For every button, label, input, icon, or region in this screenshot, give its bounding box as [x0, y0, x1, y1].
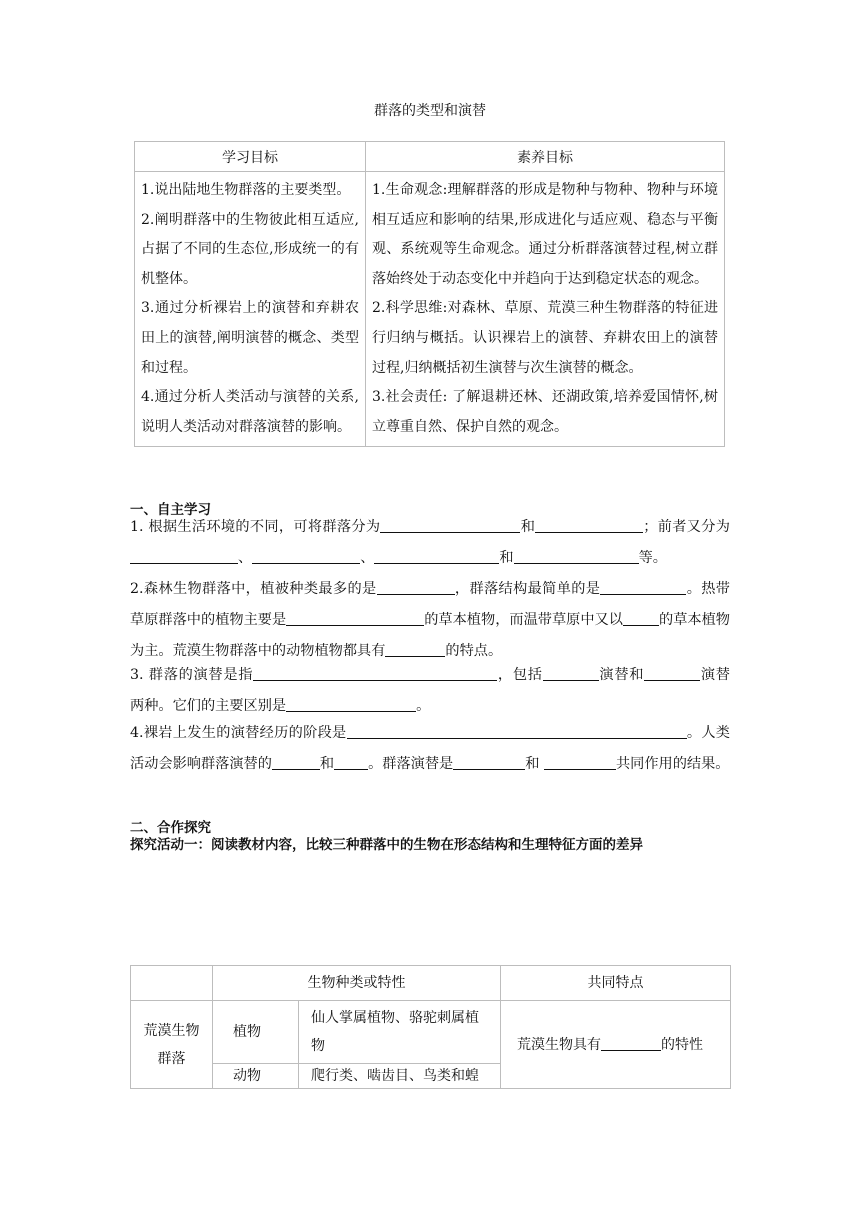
goals-header-learning: 学习目标	[135, 142, 366, 172]
cmp-common-cell: 荒漠生物具有 的特性	[501, 1001, 731, 1089]
answer-blank[interactable]	[286, 611, 424, 626]
answer-blank[interactable]	[453, 755, 525, 770]
answer-blank[interactable]	[374, 549, 499, 564]
literacy-goal-item: 1.生命观念:理解群落的形成是物种与物种、物种与环境相互适应和影响的结果,形成进化与适应观、稳态与平衡观、系统观等生命观念。通过分析群落演替过程,树立群落始终处于动态变化中并趋向于达到稳定状态的观念。	[372, 182, 718, 287]
section-heading-self-study: 一、自主学习	[130, 502, 211, 518]
answer-blank[interactable]	[543, 666, 599, 681]
question-1: 1. 根据生活环境的不同，可将群落分为 和 ；前者又分为、 、 和 等。	[130, 519, 730, 566]
literacy-goals-cell	[366, 172, 725, 447]
answer-blank[interactable]	[644, 666, 700, 681]
answer-blank[interactable]	[623, 611, 659, 626]
answer-blank[interactable]	[286, 697, 416, 712]
cmp-header-empty	[131, 966, 213, 1001]
goals-table	[134, 141, 725, 447]
answer-blank[interactable]	[544, 755, 616, 770]
learning-goal-item: 1.说出陆地生物群落的主要类型。	[141, 182, 351, 198]
learning-goal-item: 3.通过分析裸岩上的演替和弃耕农田上的演替,阐明演替的概念、类型和过程。	[141, 300, 359, 376]
section-heading-cooperative: 二、合作探究	[130, 820, 211, 836]
answer-blank[interactable]	[380, 518, 520, 533]
cmp-detail-plant: 仙人掌属植物、骆驼刺属植物	[299, 1001, 501, 1064]
answer-blank[interactable]	[601, 1036, 661, 1051]
literacy-goal-item: 2.科学思维:对森林、草原、荒漠三种生物群落的特征进行归纳与概括。认识裸岩上的演替、弃耕农田上的演替过程,归纳概括初生演替与次生演替的概念。	[372, 300, 718, 376]
answer-blank[interactable]	[130, 549, 238, 564]
cmp-header-species: 生物种类或特性	[213, 966, 501, 1001]
answer-blank[interactable]	[385, 642, 445, 657]
question-2: 2.森林生物群落中，植被种类最多的是 ，群落结构最简单的是 。热带草原群落中的植物主要是 的草本植物，而温带草原中又以 的草本植物为主。荒漠生物群落中的动物植物都具有 的特点。	[130, 581, 730, 659]
answer-blank[interactable]	[600, 580, 686, 595]
learning-goal-item: 2.阐明群落中的生物彼此相互适应,占据了不同的生态位,形成统一的有机整体。	[141, 211, 359, 287]
cmp-header-common: 共同特点	[501, 966, 731, 1001]
answer-blank[interactable]	[253, 666, 497, 681]
answer-blank[interactable]	[535, 518, 643, 533]
answer-blank[interactable]	[334, 755, 368, 770]
page-title: 群落的类型和演替	[374, 103, 486, 119]
question-3: 3. 群落的演替是指 ，包括 演替和 演替两种。它们的主要区别是 。	[130, 667, 730, 714]
answer-blank[interactable]	[347, 724, 687, 739]
learning-goals-cell	[135, 172, 366, 447]
comparison-table	[130, 965, 731, 1089]
answer-blank[interactable]	[272, 755, 320, 770]
literacy-goal-item: 3.社会责任: 了解退耕还林、还湖政策,培养爱国情怀,树立尊重自然、保护自然的观念。	[372, 389, 718, 435]
question-4: 4.裸岩上发生的演替经历的阶段是 。人类活动会影响群落演替的 和 。群落演替是 和 共同作用的结果。	[130, 725, 730, 772]
cmp-detail-animal: 爬行类、啮齿目、鸟类和蝗	[299, 1064, 501, 1089]
activity-heading: 探究活动一：阅读教材内容，比较三种群落中的生物在形态结构和生理特征方面的差异	[130, 837, 643, 853]
cmp-kind-plant: 植物	[213, 1001, 299, 1064]
cmp-group-desert: 荒漠生物群落	[131, 1001, 213, 1089]
answer-blank[interactable]	[514, 549, 639, 564]
answer-blank[interactable]	[252, 549, 360, 564]
goals-header-literacy: 素养目标	[366, 142, 725, 172]
cmp-kind-animal: 动物	[213, 1064, 299, 1089]
learning-goal-item: 4.通过分析人类活动与演替的关系,说明人类活动对群落演替的影响。	[141, 389, 359, 435]
answer-blank[interactable]	[377, 580, 455, 595]
